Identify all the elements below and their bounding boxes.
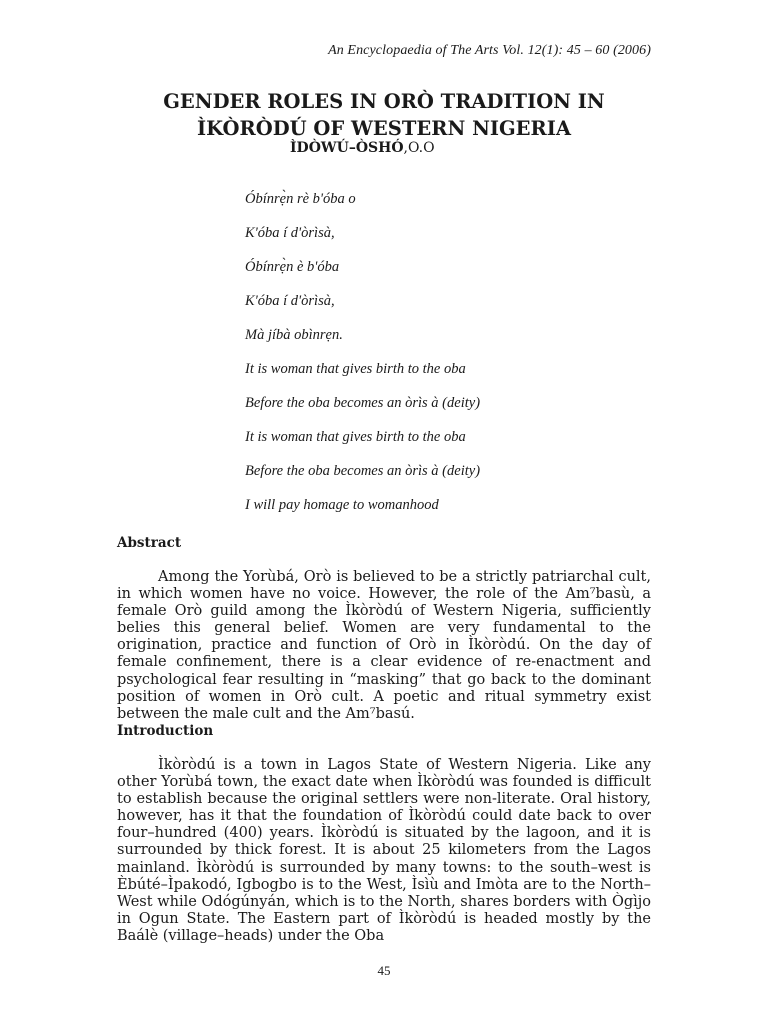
- author-name: ÌDÒWÚ–ÒSHÓ: [290, 140, 404, 156]
- page-number: 45: [377, 963, 391, 978]
- paper-title: [117, 88, 651, 142]
- poem-line: K'óba í d'òrìsà,: [245, 293, 335, 309]
- abstract-heading: Abstract: [117, 535, 182, 551]
- poem-line: Before the oba becomes an òrìs à (deity): [245, 463, 481, 479]
- poem-line: Before the oba becomes an òrìs à (deity): [245, 395, 481, 411]
- author-initials: ,O.O: [403, 140, 435, 156]
- introduction-heading: Introduction: [117, 723, 214, 739]
- title-line-2: ÌKÒRÒDÚ OF WESTERN NIGERIA: [196, 117, 571, 140]
- running-head: An Encyclopaedia of The Arts Vol. 12(1): 45 – 60 (2006): [328, 43, 651, 58]
- poem-line: It is woman that gives birth to the oba: [245, 429, 466, 445]
- author: [290, 140, 435, 156]
- abstract-paragraph: Among the Yorùbá, Orò is believed to be a strictly patriarchal cult, in which women have no voice. However, the role of the Am⁷basù, a female Orò guild among the Ìkòròdú of Western Nigeria, sufficiently belies this general belief. Women are very fundamental to the origination, practice and function of Orò in Ìkòròdú. On the day of female confinement, there is a clear evidence of re-enactment and psychological fear resulting in “masking” that go back to the dominant position of women in Orò cult. A poetic and ritual symmetry exist between the male cult and the Am⁷basú.: [117, 569, 651, 722]
- poem-line: It is woman that gives birth to the oba: [245, 361, 466, 377]
- poem-line: Óbínrẹ̀n rè b'óba o: [245, 191, 356, 207]
- introduction-paragraph: Ìkòròdú is a town in Lagos State of Western Nigeria. Like any other Yorùbá town, the exact date when Ìkòròdú was founded is difficult to establish because the original settlers were non-literate. Oral history, however, has it that the foundation of Ìkòròdú could date back to over four–hundred (400) years. Ìkòròdú is situated by the lagoon, and it is surrounded by thick forest. It is about 25 kilometers from the Lagos mainland. Ìkòròdú is surrounded by many towns: to the south–west is Èbúté–Ìpakodó, Igbogbo is to the West, Ìsìù and Imòta are to the North–West while Odógúnyán, which is to the North, shares borders with Ògìjo in Ogun State. The Eastern part of Ìkòròdú is headed mostly by the Baálè (village–heads) under the Oba: [117, 757, 651, 944]
- poem-line: I will pay homage to womanhood: [245, 497, 439, 513]
- poem-line: K'óba í d'òrìsà,: [245, 225, 335, 241]
- title-line-1: GENDER ROLES IN ORÒ TRADITION IN: [163, 90, 605, 113]
- epigraph-poem: [245, 191, 480, 531]
- poem-line: Óbínrẹ̀n è b'óba: [245, 259, 340, 275]
- poem-line: Mà jíbà obìnrẹn.: [245, 327, 343, 343]
